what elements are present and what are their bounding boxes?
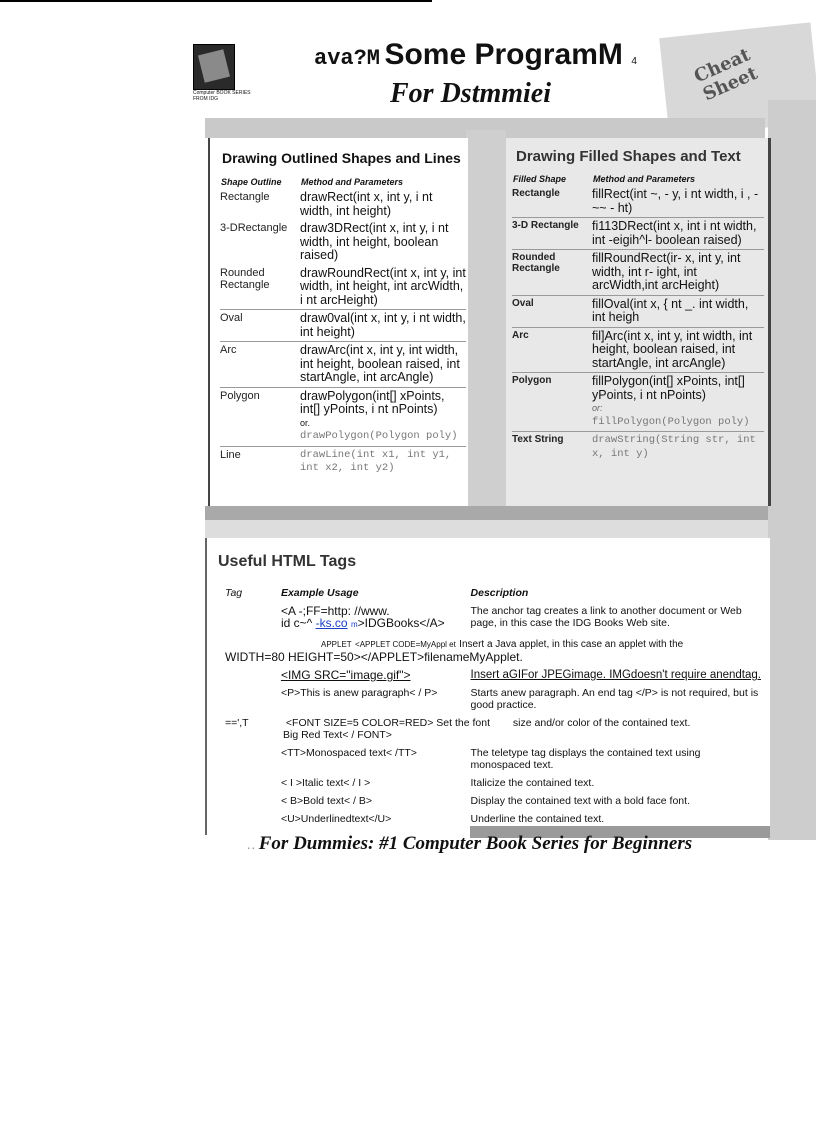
table-row: [223, 634, 763, 666]
example-text: <A -;FF=http: //www.: [280, 604, 390, 618]
col-method: Method and Parameters: [301, 177, 404, 187]
tag-name: ==',T: [225, 717, 249, 729]
torn-edge-shadow: [768, 100, 816, 840]
shape-name: Arc: [220, 342, 300, 388]
shape-name: Polygon: [220, 387, 300, 446]
col-filled-shape: Filled Shape: [513, 174, 567, 184]
shape-name: Polygon: [512, 373, 592, 432]
filled-shapes-panel: [506, 138, 771, 506]
badge-text: Cheat Sheet: [691, 44, 761, 106]
or-text: or.: [300, 417, 311, 428]
alt-method: drawPolygon(Polygon poly): [300, 430, 458, 442]
table-row: [223, 774, 763, 792]
anchor-example: [279, 602, 469, 634]
font-row: [223, 714, 763, 744]
method-text: drawArc(int x, int y, int width, int height, boolean raised, int startAngle, int arcAngle): [300, 342, 466, 388]
example-text: <U>Underlinedtext</U>: [280, 813, 392, 825]
shape-name: Oval: [512, 295, 592, 327]
table-row: [223, 684, 763, 714]
method-text: fillRoundRect(ir- x, int y, int width, int r- ight, int arcWidth,int arcHeight): [592, 250, 764, 296]
table-row: [223, 714, 763, 744]
description-text: size and/or color of the contained text.: [512, 717, 691, 729]
table-row: [512, 295, 764, 327]
outlined-table: [220, 176, 466, 478]
example-text: WIDTH=80 HEIGHT=50></APPLET>filenameMyApplet.: [225, 650, 523, 664]
footer-tagline: [248, 833, 692, 855]
html-tags-panel: [205, 538, 770, 835]
dummies-logo: [193, 44, 235, 90]
description-text: Insert a Java applet, in this case an applet with the: [459, 639, 684, 650]
method-text: fillPolygon(int[] xPoints, int[] yPoints, i nt nPoints): [592, 374, 745, 402]
table-row: [220, 342, 466, 388]
description-text: Insert aGIFor JPEGimage. IMGdoesn't require anendtag.: [470, 669, 761, 681]
description-text: Underline the contained text.: [470, 813, 605, 825]
table-row: [220, 265, 466, 310]
table-row: [223, 744, 763, 774]
table-row: [220, 220, 466, 265]
shape-name: Rectangle: [512, 188, 560, 199]
method-cell: [592, 373, 764, 432]
example-text: < B>Bold text< / B>: [280, 795, 372, 807]
table-row: [220, 310, 466, 342]
table-row: [512, 186, 764, 218]
table-row: [220, 189, 466, 220]
logo-caption: Computer BOOK SERIES FROM IDG: [193, 90, 251, 102]
description-text: Display the contained text with a bold face font.: [470, 795, 690, 807]
method-cell: [300, 387, 466, 446]
method-text: fil]Arc(int x, int y, int width, int height, boolean raised, int startAngle, int arcAngle): [592, 327, 764, 373]
shape-name: Arc: [512, 327, 592, 373]
example-text: <TT>Monospaced text< /TT>: [280, 747, 417, 759]
shape-name: Text String: [512, 432, 592, 464]
description-text: Starts anew paragraph. An end tag </P> is not required, but is good practice.: [470, 687, 759, 711]
example-text: <APPLET CODE=MyAppl et: [355, 640, 456, 649]
shape-name: Rounded Rectangle: [220, 266, 270, 291]
example-text: >IDGBooks</A>: [357, 616, 445, 630]
method-text: draw0val(int x, int y, i nt width, int height): [300, 310, 466, 342]
shape-name: Line: [220, 446, 300, 478]
title-big: Some ProgramM: [384, 38, 623, 71]
shape-name: Rounded Rectangle: [512, 250, 592, 296]
footer-text: For Dummies: #1 Computer Book Series for Beginners: [258, 833, 693, 854]
table-row: [512, 432, 764, 464]
idg-books-link[interactable]: -ks.co: [315, 616, 348, 630]
example-text: <IMG SRC="image.gif">: [280, 668, 411, 682]
method-text: fillOval(int x, { nt _. int width, int heigh: [592, 295, 764, 327]
table-row: [512, 218, 764, 250]
outlined-shapes-panel: [208, 138, 468, 506]
method-text: drawRoundRect(int x, int y, int width, int height, int arcWidth, i nt arcHeight): [300, 265, 466, 307]
method-text: fi113DRect(int x, int i nt width, int -eigih^l- boolean raised): [592, 218, 764, 250]
col-example: Example Usage: [280, 587, 359, 599]
example-text: <FONT SIZE=5 COLOR=RED>: [285, 717, 434, 729]
col-description: Description: [470, 587, 529, 599]
description-text: The anchor tag creates a link to another document or Web page, in this case the IDG Books Web site.: [470, 605, 742, 629]
col-tag: Tag: [225, 587, 243, 599]
table-row: [220, 446, 466, 478]
html-tags-title: Useful HTML Tags: [218, 553, 357, 570]
page-subtitle: For Dstmmiei: [390, 78, 552, 109]
alt-method: fillPolygon(Polygon poly): [592, 415, 750, 428]
shape-name: 3-D Rectangle: [512, 218, 592, 250]
description-text: Italicize the contained text.: [470, 777, 595, 789]
description-text: Set the font: [436, 717, 490, 729]
table-row: [512, 327, 764, 373]
shape-name: Oval: [220, 310, 300, 342]
applet-row: [223, 634, 763, 666]
table-row: [223, 666, 763, 684]
table-row: [223, 792, 763, 810]
table-row: [512, 250, 764, 296]
title-small: 4: [631, 56, 637, 67]
col-method: Method and Parameters: [593, 174, 696, 184]
outlined-title: Drawing Outlined Shapes and Lines: [222, 150, 461, 166]
filled-table: [512, 173, 764, 463]
description-text: The teletype tag displays the contained text using monospaced text.: [470, 747, 701, 771]
method-text: drawPolygon(int[] xPoints, int[] yPoints, i nt nPoints): [300, 388, 445, 416]
method-text: drawRect(int x, int y, i nt width, int height): [300, 190, 433, 218]
example-text: m: [350, 620, 358, 629]
middle-shadow: [466, 130, 506, 512]
tag-name: APPLET: [321, 640, 352, 649]
method-text: draw3DRect(int x, int y, i nt width, int height, boolean raised): [300, 221, 449, 262]
method-text: drawLine(int x1, int y1, int x2, int y2): [300, 446, 466, 478]
table-row: [220, 387, 466, 446]
title-mono: ava?M: [314, 46, 381, 71]
method-text: fillRect(int ~, - y, i nt width, i , - ~~ - ht): [592, 187, 759, 215]
shape-name: 3-DRectangle: [220, 222, 288, 234]
table-row: [223, 602, 763, 634]
example-text: < I >Italic text< / I >: [280, 777, 371, 789]
shape-name: Rectangle: [220, 191, 270, 203]
top-rule: [0, 0, 432, 2]
example-text: id c~^: [280, 616, 313, 630]
table-row: [512, 373, 764, 432]
or-text: or:: [592, 403, 603, 413]
example-text: Big Red Text< / FONT>: [283, 729, 392, 741]
col-shape-outline: Shape Outline: [221, 177, 282, 187]
html-tags-table: [223, 584, 763, 828]
method-text: drawString(String str, int x, int y): [592, 432, 764, 464]
example-text: <P>This is anew paragraph< / P>: [280, 687, 438, 699]
page-title: [314, 38, 637, 72]
filled-title: Drawing Filled Shapes and Text: [516, 148, 741, 165]
footer-dots: . .: [248, 841, 255, 851]
